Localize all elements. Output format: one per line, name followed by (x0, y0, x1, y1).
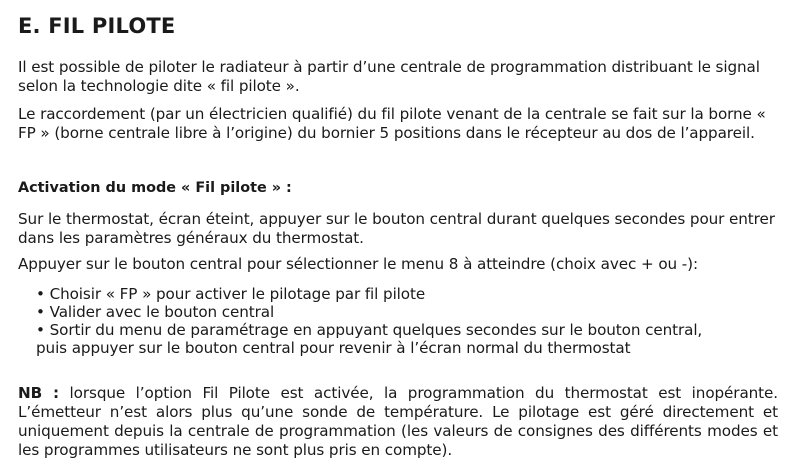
note-text: lorsque l’option Fil Pilote est activée, la programmation du thermostat est inopérante. L’émetteur n’est alors plus qu’une sonde de température. Le pilotage est géré directement et uniquement depuis la centrale de programmation (les valeurs de consignes des différents modes et les programmes utilisateurs ne sont plus pris en compte). (18, 384, 778, 459)
bullet-item-choose-fp: • Choisir « FP » pour activer le pilotage par fil pilote (36, 285, 426, 303)
activation-step-2: Appuyer sur le bouton central pour sélectionner le menu 8 à atteindre (choix avec + ou -): (18, 255, 698, 273)
intro-paragraph: Il est possible de piloter le radiateur à partir d’une centrale de programmation distribuant le signal selon la technologie dite « fil pilote ». (18, 58, 760, 95)
bullet-item-validate: • Valider avec le bouton central (36, 303, 275, 321)
section-title: E. FIL PILOTE (18, 14, 176, 38)
activation-step-1: Sur le thermostat, écran éteint, appuyer sur le bouton central durant quelques secondes pour entrer dans les paramètres généraux du thermostat. (18, 210, 775, 247)
connection-paragraph: Le raccordement (par un électricien qualifié) du fil pilote venant de la centrale se fait sur la borne « FP » (borne centrale libre à l’origine) du bornier 5 positions dans le récepteur au dos de l’appareil. (18, 105, 766, 142)
note-label: NB : (18, 384, 60, 402)
activation-bullet-list (36, 285, 781, 357)
note-paragraph (18, 384, 778, 460)
bullet-item-exit-menu-continuation: puis appuyer sur le bouton central pour revenir à l’écran normal du thermostat (36, 339, 631, 357)
bullet-item-exit-menu: • Sortir du menu de paramétrage en appuyant quelques secondes sur le bouton central, (36, 321, 703, 339)
activation-heading: Activation du mode « Fil pilote » : (18, 180, 292, 196)
